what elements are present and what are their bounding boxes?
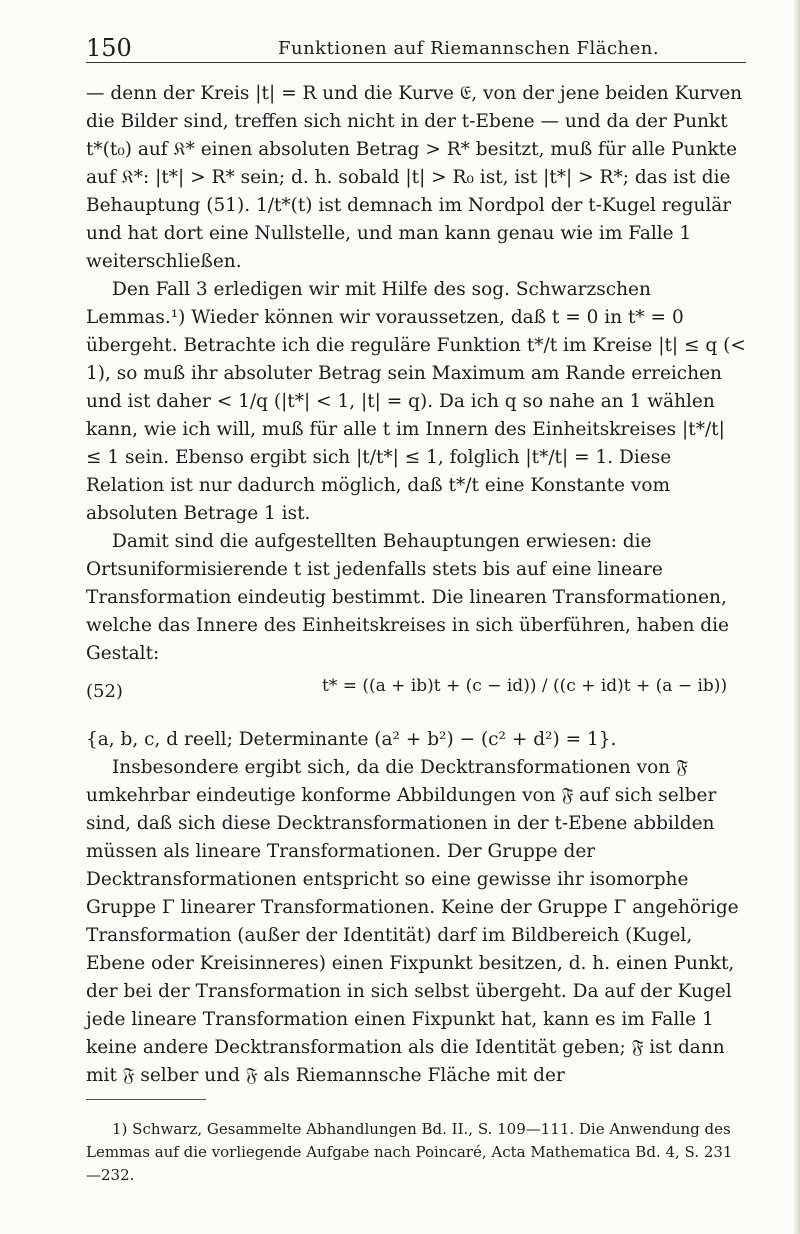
page-header <box>86 32 746 63</box>
equation-formula: t* = ((a + ib)t + (c − id)) / ((c + id)t + (a − ib)) <box>322 676 728 696</box>
paragraph-3: Damit sind die aufgestellten Behauptungen erwiesen: die Ortsuniformisierende t ist jedenfalls stets bis auf eine lineare Transformation eindeutig bestimmt. Die linearen Transformationen, welche das Innere des Einheitskreises in sich überführen, haben die Gestalt: <box>86 531 729 664</box>
paragraph-4: Insbesondere ergibt sich, da die Decktransformationen von 𝔉̃ umkehrbar eindeutige konforme Abbildungen von 𝔉̃ auf sich selber sind, daß sich diese Decktransformationen in der t-Ebene abbilden müssen als lineare Transformationen. Der Gruppe der Decktransformationen entspricht so eine gewisse ihr isomorphe Gruppe Γ linearer Transformationen. Keine der Gruppe Γ angehörige Transformation (außer der Identität) darf im Bildbereich (Kugel, Ebene oder Kreisinneres) einen Fixpunkt besitzen, d. h. einen Punkt, der bei der Transformation in sich selbst übergeht. Da auf der Kugel jede lineare Transformation einen Fixpunkt hat, kann es im Falle 1 keine andere Decktransformation als die Identität geben; 𝔉̃ ist dann mit 𝔉 selber und 𝔉 als Riemannsche Fläche mit der <box>86 757 739 1086</box>
paragraph-1: — denn der Kreis |t| = R und die Kurve 𝔈, von der jene beiden Kurven die Bilder sind, treffen sich nicht in der t-Ebene — und da der Punkt t*(t₀) auf 𝔎* einen absoluten Betrag > R* besitzt, muß für alle Punkte auf 𝔎*: |t*| > R* sein; d. h. sobald |t| > R₀ ist, ist |t*| > R*; das ist die Behauptung (51). 1/t*(t) ist demnach im Nordpol der t-Kugel regulär und hat dort eine Nullstelle, und man kann genau wie im Falle 1 weiterschließen. <box>86 83 743 272</box>
equation-52 <box>86 672 746 724</box>
page-number: 150 <box>86 34 132 62</box>
page-edge-shadow <box>794 0 800 1234</box>
equation-number: (52) <box>86 681 123 702</box>
paragraph-2: Den Fall 3 erledigen wir mit Hilfe des sog. Schwarzschen Lemmas.¹) Wieder können wir voraussetzen, daß t = 0 in t* = 0 übergeht. Betrachte ich die reguläre Funktion t*/t im Kreise |t| ≤ q (< 1), so muß ihr absoluter Betrag sein Maximum am Rande erreichen und ist daher < 1/q (|t*| < 1, |t| = q). Da ich q so nahe an 1 wählen kann, wie ich will, muß für alle t im Innern des Einheitskreises |t*/t| ≤ 1 sein. Ebenso ergibt sich |t/t*| ≤ 1, folglich |t*/t| = 1. Diese Relation ist nur dadurch möglich, daß t*/t eine Konstante vom absoluten Betrage 1 ist. <box>86 279 746 524</box>
equation-condition: {a, b, c, d reell; Determinante (a² + b²) − (c² + d²) = 1}. <box>86 729 617 750</box>
main-text <box>86 80 746 1090</box>
footnote: 1) Schwarz, Gesammelte Abhandlungen Bd. II., S. 109—111. Die Anwendung des Lemmas auf die vorliegende Aufgabe nach Poincaré, Acta Mathematica Bd. 4, S. 231—232. <box>86 1120 733 1184</box>
running-head: Funktionen auf Riemannschen Flächen. <box>278 38 660 59</box>
footnote-divider <box>86 1099 206 1100</box>
